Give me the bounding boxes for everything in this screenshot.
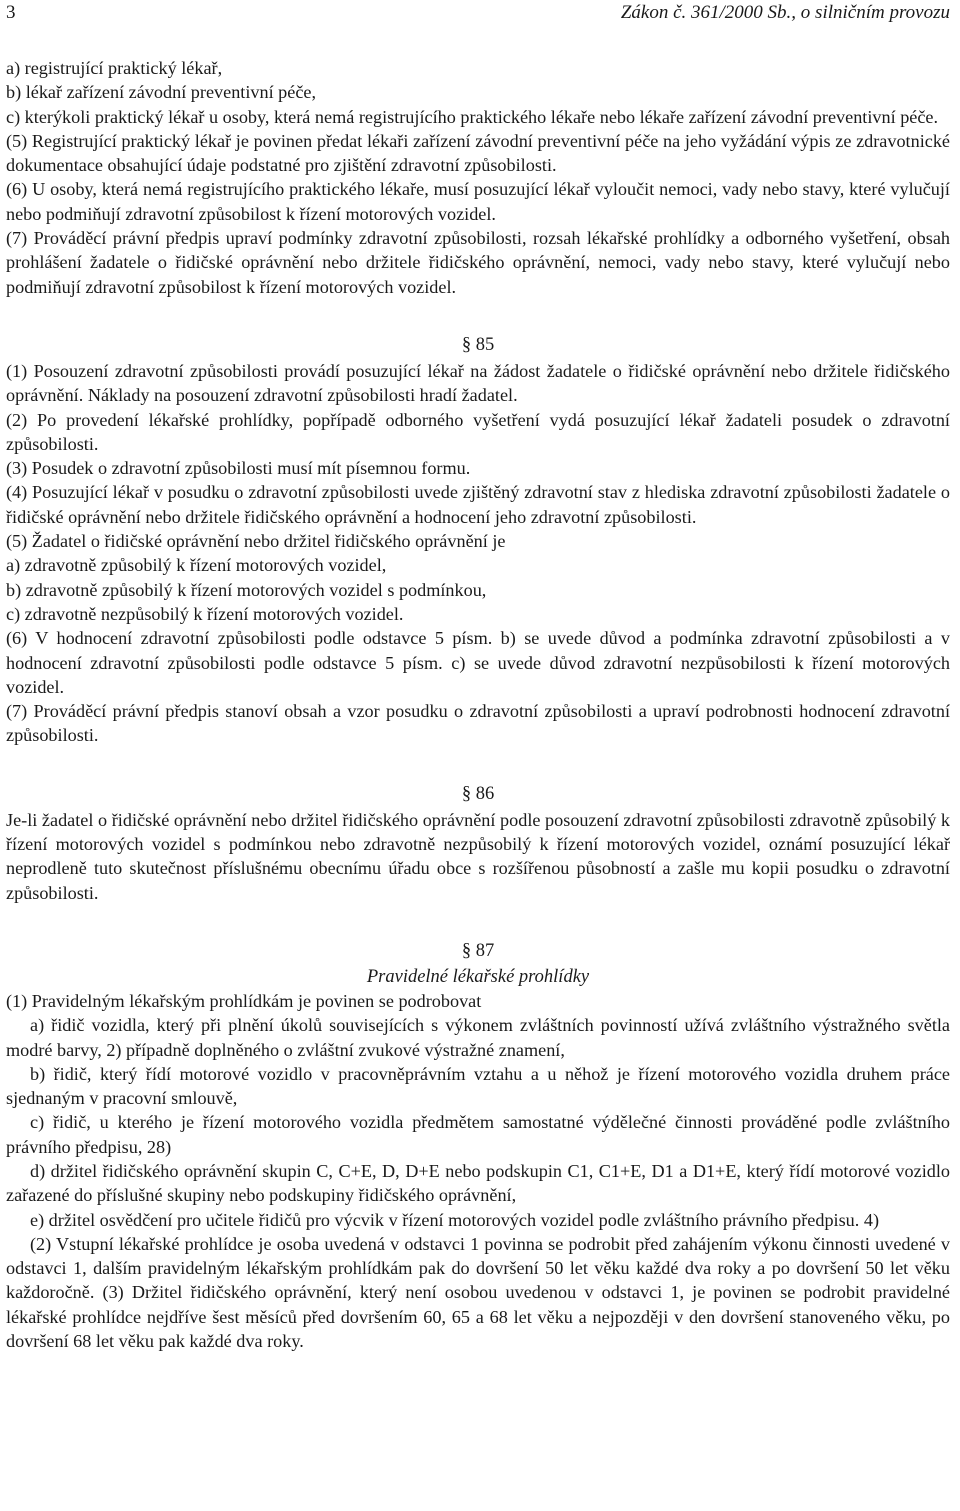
section-heading-87: § 87 — [461, 940, 495, 961]
list-item-c: c) kterýkoli praktický lékař u osoby, která nemá registrujícího praktického lékaře nebo lékaře zařízení závodní preventivní péče. — [6, 106, 939, 127]
paragraph-6: (6) U osoby, která nemá registrujícího praktického lékaře, musí posuzující lékař vyloučit nemoci, vady nebo stavy, které vylučují nebo podmiňují zdravotní způsobilost k řízení motorových vozidel. — [6, 179, 950, 224]
running-title: Zákon č. 361/2000 Sb., o silničním provozu — [620, 2, 950, 23]
s85-list-item-a: a) zdravotně způsobilý k řízení motorových vozidel, — [6, 555, 387, 576]
s85-paragraph-7: (7) Prováděcí právní předpis stanoví obsah a vzor posudku o zdravotní způsobilosti a upraví podrobnosti hodnocení zdravotní způsobilosti. — [6, 701, 950, 746]
s85-paragraph-5: (5) Žadatel o řidičské oprávnění nebo držitel řidičského oprávnění je — [6, 531, 506, 552]
s85-paragraph-2: (2) Po provedení lékařské prohlídky, popřípadě odborného vyšetření vydá posuzující lékař žadateli posudek o zdravotní způsobilosti. — [6, 409, 950, 454]
s87-paragraph-1: (1) Pravidelným lékařským prohlídkám je povinen se podrobovat — [6, 990, 482, 1011]
s87-list-item-e: e) držitel osvědčení pro učitele řidičů pro výcvik v řízení motorových vozidel podle zvláštního právního předpisu. 4) — [30, 1209, 880, 1230]
list-item-b: b) lékař zařízení závodní preventivní péče, — [6, 82, 317, 103]
s87-list-item-a: a) řidič vozidla, který při plnění úkolů souvisejících s výkonem zvláštních povinností užívá zvláštního výstražného světla modré barvy, 2) případně doplněného o zvláštní zvukové výstražné znamení, — [6, 1015, 950, 1060]
document-body — [6, 56, 950, 1353]
s85-paragraph-3: (3) Posudek o zdravotní způsobilosti musí mít písemnou formu. — [6, 458, 471, 479]
s87-paragraph-2: (2) Vstupní lékařské prohlídce je osoba uvedená v odstavci 1 povinna se podrobit před zahájením výkonu činnosti uvedené v odstavci 1, dalším pravidelným lékařským prohlídkám pak do dovršení 50 let věku každé dva roky a po dovršení 50 let věku každoročně. (3) Držitel řidičského oprávnění, který není osobou uvedenou v odstavci 1, je povinen se podrobit pravidelné lékařské prohlídce nejdříve šest měsíců před dovršením 60, 65 a 68 let věku a nejpozději v den dovršení stanoveného věku, po dovršení 68 let věku pak každé dva roky. — [6, 1233, 950, 1352]
section-heading-85: § 85 — [461, 334, 495, 355]
s85-paragraph-4: (4) Posuzující lékař v posudku o zdravotní způsobilosti uvede zjištěný zdravotní stav z hlediska zdravotní způsobilosti žadatele o řidičské oprávnění nebo držitele řidičského oprávnění a hodnocení jeho zdravotní způsobilosti. — [6, 482, 950, 527]
list-item-a: a) registrující praktický lékař, — [6, 58, 223, 78]
s86-paragraph-1: Je-li žadatel o řidičské oprávnění nebo držitel řidičského oprávnění podle posouzení zdravotní způsobilosti zdravotně způsobilý k řízení motorových vozidel s podmínkou nebo zdravotně nezpůsobilý k řízení motorových vozidel, oznámí posuzující lékař neprodleně tuto skutečnost příslušnému obecnímu úřadu obce s rozšířenou působností a zašle mu kopii posudku o zdravotní způsobilosti. — [6, 809, 950, 903]
s87-list-item-d: d) držitel řidičského oprávnění skupin C, C+E, D, D+E nebo podskupin C1, C1+E, D1 a D1+E, který řídí motorové vozidlo zařazené do příslušné skupiny nebo podskupiny řidičského oprávnění, — [6, 1160, 950, 1206]
page-number: 3 — [6, 2, 16, 23]
section-heading-86: § 86 — [461, 783, 495, 804]
s85-list-item-b: b) zdravotně způsobilý k řízení motorových vozidel s podmínkou, — [6, 579, 487, 600]
s85-paragraph-1: (1) Posouzení zdravotní způsobilosti provádí posuzující lékař na žádost žadatele o řidičské oprávnění nebo držitele řidičského oprávnění. Náklady na posouzení zdravotní způsobilosti hradí žadatel. — [6, 360, 950, 406]
page-header — [6, 0, 950, 28]
paragraph-7: (7) Prováděcí právní předpis upraví podmínky zdravotní způsobilosti, rozsah lékařské prohlídky a odborného vyšetření, obsah prohlášení žadatele o řidičské oprávnění nebo držitele řidičského oprávnění, nemoci, vady nebo stavy, které vylučují nebo podmiňují zdravotní způsobilost k řízení motorových vozidel. — [6, 228, 950, 297]
section-subtitle-87: Pravidelné lékařské prohlídky — [366, 966, 590, 987]
s87-list-item-c: c) řidič, u kterého je řízení motorového vozidla předmětem samostatné výdělečné činnosti prováděné podle zvláštního právního předpisu, 28) — [6, 1112, 950, 1157]
s87-list-item-b: b) řidič, který řídí motorové vozidlo v pracovněprávním vztahu a u něhož je řízení motorového vozidla druhem práce sjednaným v pracovní smlouvě, — [6, 1063, 950, 1109]
document-page — [6, 0, 950, 1353]
s85-list-item-c: c) zdravotně nezpůsobilý k řízení motorových vozidel. — [6, 603, 404, 624]
paragraph-5: (5) Registrující praktický lékař je povinen předat lékaři zařízení závodní preventivní péče na jeho vyžádání výpis ze zdravotnické dokumentace obsahující údaje podstatné pro zjištění zdravotní způsobilosti. — [6, 130, 950, 176]
s85-paragraph-6: (6) V hodnocení zdravotní způsobilosti podle odstavce 5 písm. b) se uvede důvod a podmínka zdravotní způsobilosti a v hodnocení zdravotní způsobilosti podle odstavce 5 písm. c) se uvede důvod zdravotní nezpůsobilosti k řízení motorových vozidel. — [6, 628, 950, 697]
